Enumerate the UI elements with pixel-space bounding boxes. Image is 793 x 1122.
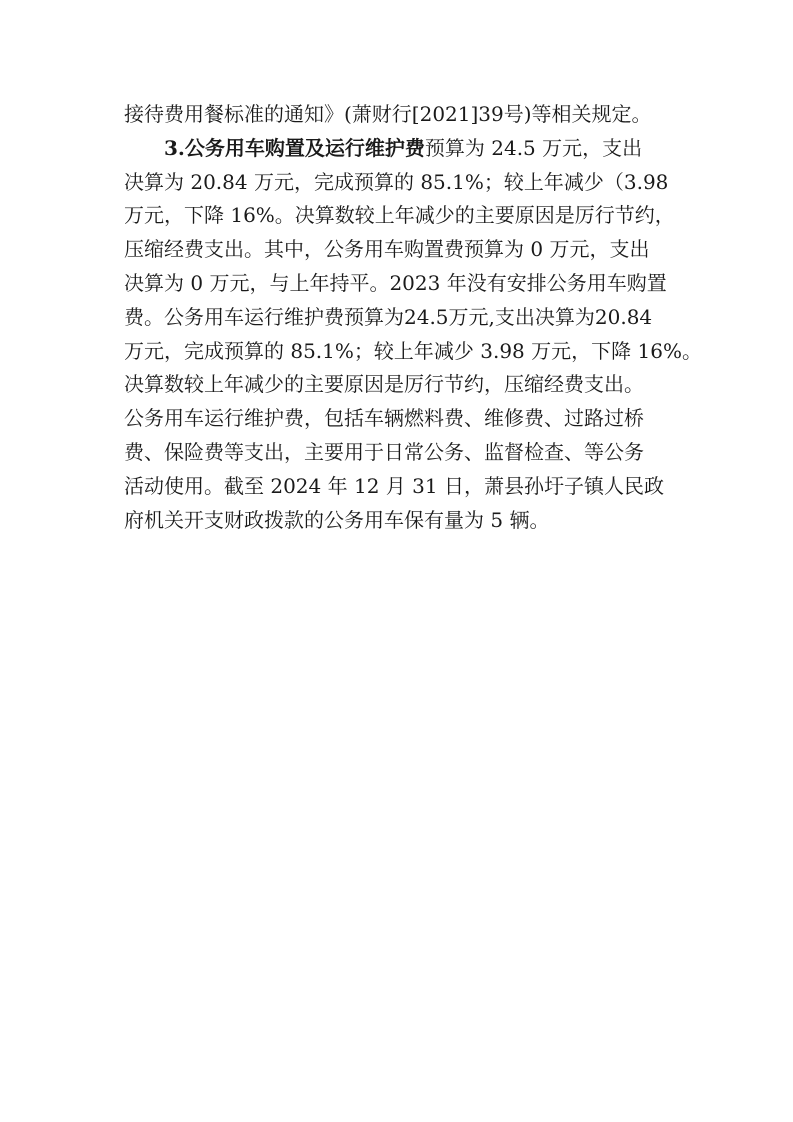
text-line-5: 压缩经费支出。其中，公务用车购置费预算为 0 万元，支出 [124, 237, 650, 262]
text-line-11: 费、保险费等支出，主要用于日常公务、监督检查、等公务 [124, 439, 644, 464]
body-text [124, 98, 702, 537]
section-heading: 3.公务用车购置及运行维护费 [164, 135, 425, 160]
text-line-6: 决算为 0 万元，与上年持平。2023 年没有安排公务用车购置 [124, 270, 667, 295]
text-line-13: 府机关开支财政拨款的公务用车保有量为 5 辆。 [124, 507, 550, 532]
text-line-9: 决算数较上年减少的主要原因是厉行节约，压缩经费支出。 [124, 372, 644, 397]
text-line-8: 万元，完成预算的 85.1%；较上年减少 3.98 万元，下降 16%。 [124, 338, 702, 363]
text-line-7: 费。公务用车运行维护费预算为24.5万元,支出决算为20.84 [124, 304, 653, 329]
text-line-12: 活动使用。截至 2024 年 12 月 31 日，萧县孙圩子镇人民政 [124, 473, 664, 498]
text-line-2 [124, 132, 684, 166]
text-line-1: 接待费用餐标准的通知》(萧财行[2021]39号)等相关规定。 [124, 102, 652, 126]
text-line-10: 公务用车运行维护费，包括车辆燃料费、维修费、过路过桥 [124, 406, 644, 431]
text-line-3: 决算为 20.84 万元，完成预算的 85.1%；较上年减少（3.98 [124, 169, 669, 194]
text-line-4: 万元，下降 16%。决算数较上年减少的主要原因是厉行节约， [124, 203, 675, 228]
text-line-2-rest: 预算为 24.5 万元，支出 [424, 135, 643, 160]
